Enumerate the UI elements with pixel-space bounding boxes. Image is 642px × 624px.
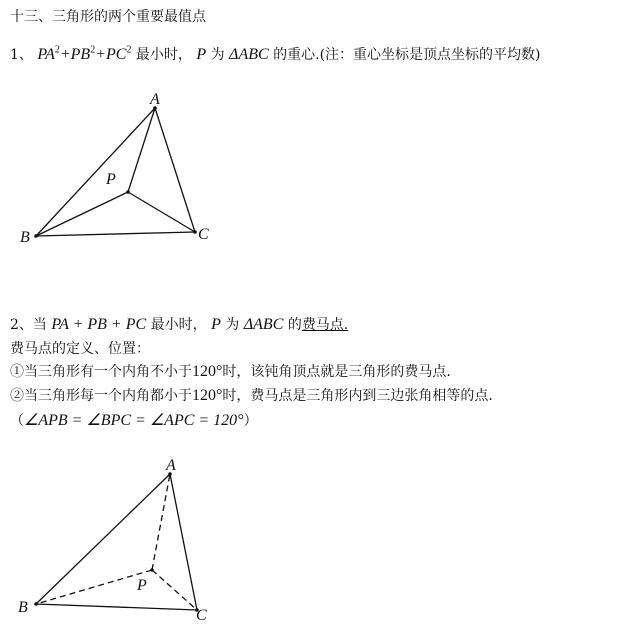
fig2-side-bc — [36, 604, 197, 610]
fig2-label-b: B — [18, 599, 28, 616]
equal-angles-line — [10, 410, 258, 430]
rule-1-text-b: 时，该钝角顶点就是三角形的费马点. — [222, 364, 451, 380]
item-2-result-underlined: 费马点. — [301, 317, 349, 333]
item-1-triangle: ΔABC — [229, 46, 269, 63]
item-2-of-text: 的 — [287, 317, 302, 333]
square-sup-1: 2 — [54, 44, 60, 56]
square-sup-2: 2 — [90, 44, 96, 56]
fig1-side-ab — [36, 108, 155, 236]
definition-title: 费马点的定义、位置： — [10, 341, 150, 357]
rule-2-text-a: ②当三角形每一个内角都小于 — [10, 388, 192, 404]
term-pa: PA — [37, 46, 55, 63]
item-2-triangle: ΔABC — [243, 316, 284, 333]
item-1-min-text: 最小时， — [135, 47, 192, 63]
fig1-vertex-b-dot — [34, 234, 38, 238]
term-pb: +PB — [59, 46, 91, 63]
definition-rule-2 — [10, 385, 493, 405]
item-1-point-p: P — [196, 46, 207, 63]
fig2-label-a: A — [166, 457, 176, 474]
fig1-label-b: B — [20, 229, 30, 246]
item-1-for-text: 为 — [210, 47, 225, 63]
item-2-expression: PA + PB + PC — [51, 316, 147, 333]
fig1-segment-pa — [128, 108, 155, 192]
square-sup-3: 2 — [126, 44, 132, 56]
item-2-statement — [10, 314, 348, 334]
fig1-segment-pb — [36, 192, 128, 236]
rule-2-text-b: 时，费马点是三角形内到三边张角相等的点. — [222, 388, 493, 404]
item-1-prefix: 1、 — [10, 47, 33, 63]
paren-close: ） — [243, 413, 258, 429]
fig2-label-c: C — [196, 607, 207, 624]
fig1-point-p-dot — [126, 190, 130, 194]
item-1-note: (注：重心坐标是顶点坐标的平均数) — [319, 47, 541, 63]
fig1-vertex-c-dot — [193, 230, 197, 234]
fig1-segment-pc — [128, 192, 195, 232]
item-1-result: 的重心. — [273, 47, 320, 63]
rule-2-angle: 120° — [192, 387, 223, 404]
figure-2-fermat-triangle — [36, 474, 197, 610]
fig2-point-p-dot — [150, 568, 154, 572]
fig1-label-p: P — [106, 171, 116, 188]
fig2-label-p: P — [137, 577, 147, 594]
term-pc: +PC — [95, 46, 127, 63]
fig1-label-c: C — [198, 226, 209, 243]
item-2-prefix: 2、当 — [10, 317, 47, 333]
fig1-side-ca — [155, 108, 195, 232]
item-2-for-text: 为 — [225, 317, 240, 333]
item-2-min-text: 最小时， — [150, 317, 207, 333]
section-heading: 十三、三角形的两个重要最值点 — [10, 9, 206, 25]
fig2-side-ca — [170, 474, 197, 610]
definition-rule-1 — [10, 361, 451, 381]
rule-1-text-a: ①当三角形有一个内角不小于 — [10, 364, 192, 380]
rule-1-angle: 120° — [192, 363, 223, 380]
fig2-vertex-b-dot — [34, 602, 38, 606]
fig1-side-bc — [36, 232, 195, 236]
item-2-point-p: P — [211, 316, 221, 333]
equal-angles-expression: ∠APB = ∠BPC = ∠APC = 120° — [24, 412, 244, 429]
fig1-label-a: A — [150, 91, 160, 108]
paren-open: （ — [10, 413, 24, 429]
